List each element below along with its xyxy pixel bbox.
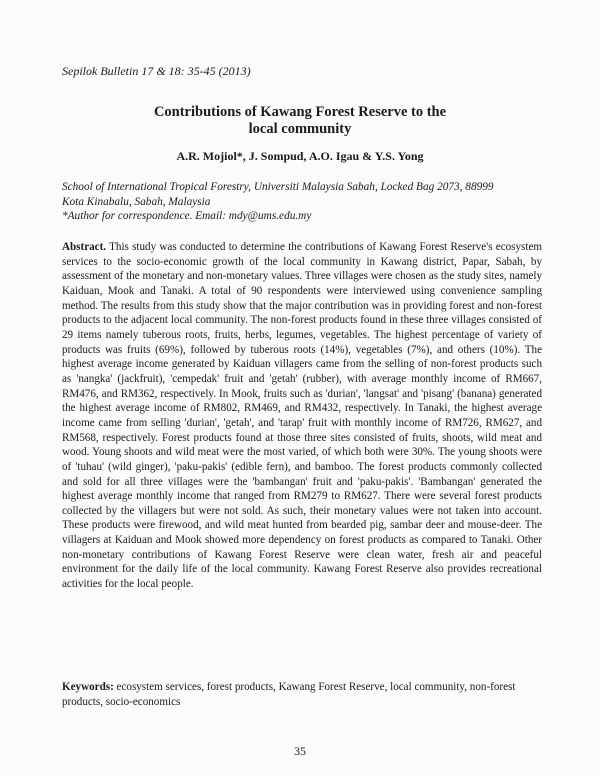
- affiliation-line: Kota Kinabalu, Sabah, Malaysia: [62, 195, 211, 208]
- title-line: Contributions of Kawang Forest Reserve to the: [153, 104, 447, 120]
- paper-title: [90, 104, 510, 138]
- correspondence-line: *Author for correspondence. Email: mdy@ums.edu.my: [62, 210, 312, 223]
- page-number: 35: [294, 744, 306, 758]
- abstract-label: Abstract.: [62, 241, 107, 253]
- abstract-text: This study was conducted to determine the contributions of Kawang Forest Reserve's ecosystem services to the socio-economic growth of the local community in Kawang district, Papar, Sabah, by assessment of the monetary and non-monetary values. Three villages were chosen as the study sites, namely Kaiduan, Mook and Tanaki. A total of 90 respondents were interviewed using convenience sampling method. The results from this study show that the major contribution was in providing forest and non-forest products to the adjacent local community. The non-forest products found in these three villages consisted of 29 items namely tuberous roots, fruits, herbs, legumes, vegetables. The highest percentage of variety of products was fruits (69%), followed by tuberous roots (14%), vegetables (7%), and others (10%). The highest average income generated by Kaiduan villagers came from the selling of non-forest products such as 'nangka' (jackfruit), 'cempedak' fruit and 'getah' (rubber), with average monthly income of RM667, RM476, and RM362, respectively. In Mook, fruits such as 'durian', 'langsat' and 'pisang' (banana) generated the highest average income of RM802, RM469, and RM432, respectively. In Tanaki, the highest average income came from selling 'durian', 'getah', and 'tarap' fruit with monthly income of RM726, RM627, and RM568, respectively. Forest products found at those three sites consisted of fruits, shoots, wild meat and wood. Young shoots and wild meat were the most varied, of which both were 30%. The young shoots were of 'tuhau' (wild ginger), 'paku-pakis' (edible fern), and bamboo. The forest products commonly collected and sold for all three villages were the 'bambangan' fruit and 'paku-pakis'. 'Bambangan' generated the highest average monthly income that ranged from RM279 to RM627. There were several forest products collected by the villagers but were not sold. As such, their monetary values were not taken into account. These products were firewood, and wild meat hunted from bearded pig, sambar deer and mouse-deer. The villagers at Kaiduan and Mook showed more dependency on forest products as compared to Tanaki. Other non-monetary contributions of Kawang Forest Reserve were clean water, fresh air and peaceful environment for the daily life of the local community. Kawang Forest Reserve also provides recreational activities for the local people.: [62, 241, 543, 591]
- journal-citation: Sepilok Bulletin 17 & 18: 35-45 (2013): [62, 64, 251, 78]
- abstract: [62, 240, 542, 592]
- author-list: A.R. Mojiol*, J. Sompud, A.O. Igau & Y.S. Yong: [176, 149, 424, 163]
- affiliation-block: [62, 180, 542, 224]
- keywords-text: ecosystem services, forest products, Kawang Forest Reserve, local community, non-forest products, socio-economics: [62, 681, 516, 708]
- keywords-label: Keywords:: [62, 681, 114, 693]
- keywords: [62, 680, 542, 709]
- affiliation-line: School of International Tropical Forestry, Universiti Malaysia Sabah, Locked Bag 2073, 88999: [62, 181, 494, 193]
- title-line: local community: [248, 121, 352, 137]
